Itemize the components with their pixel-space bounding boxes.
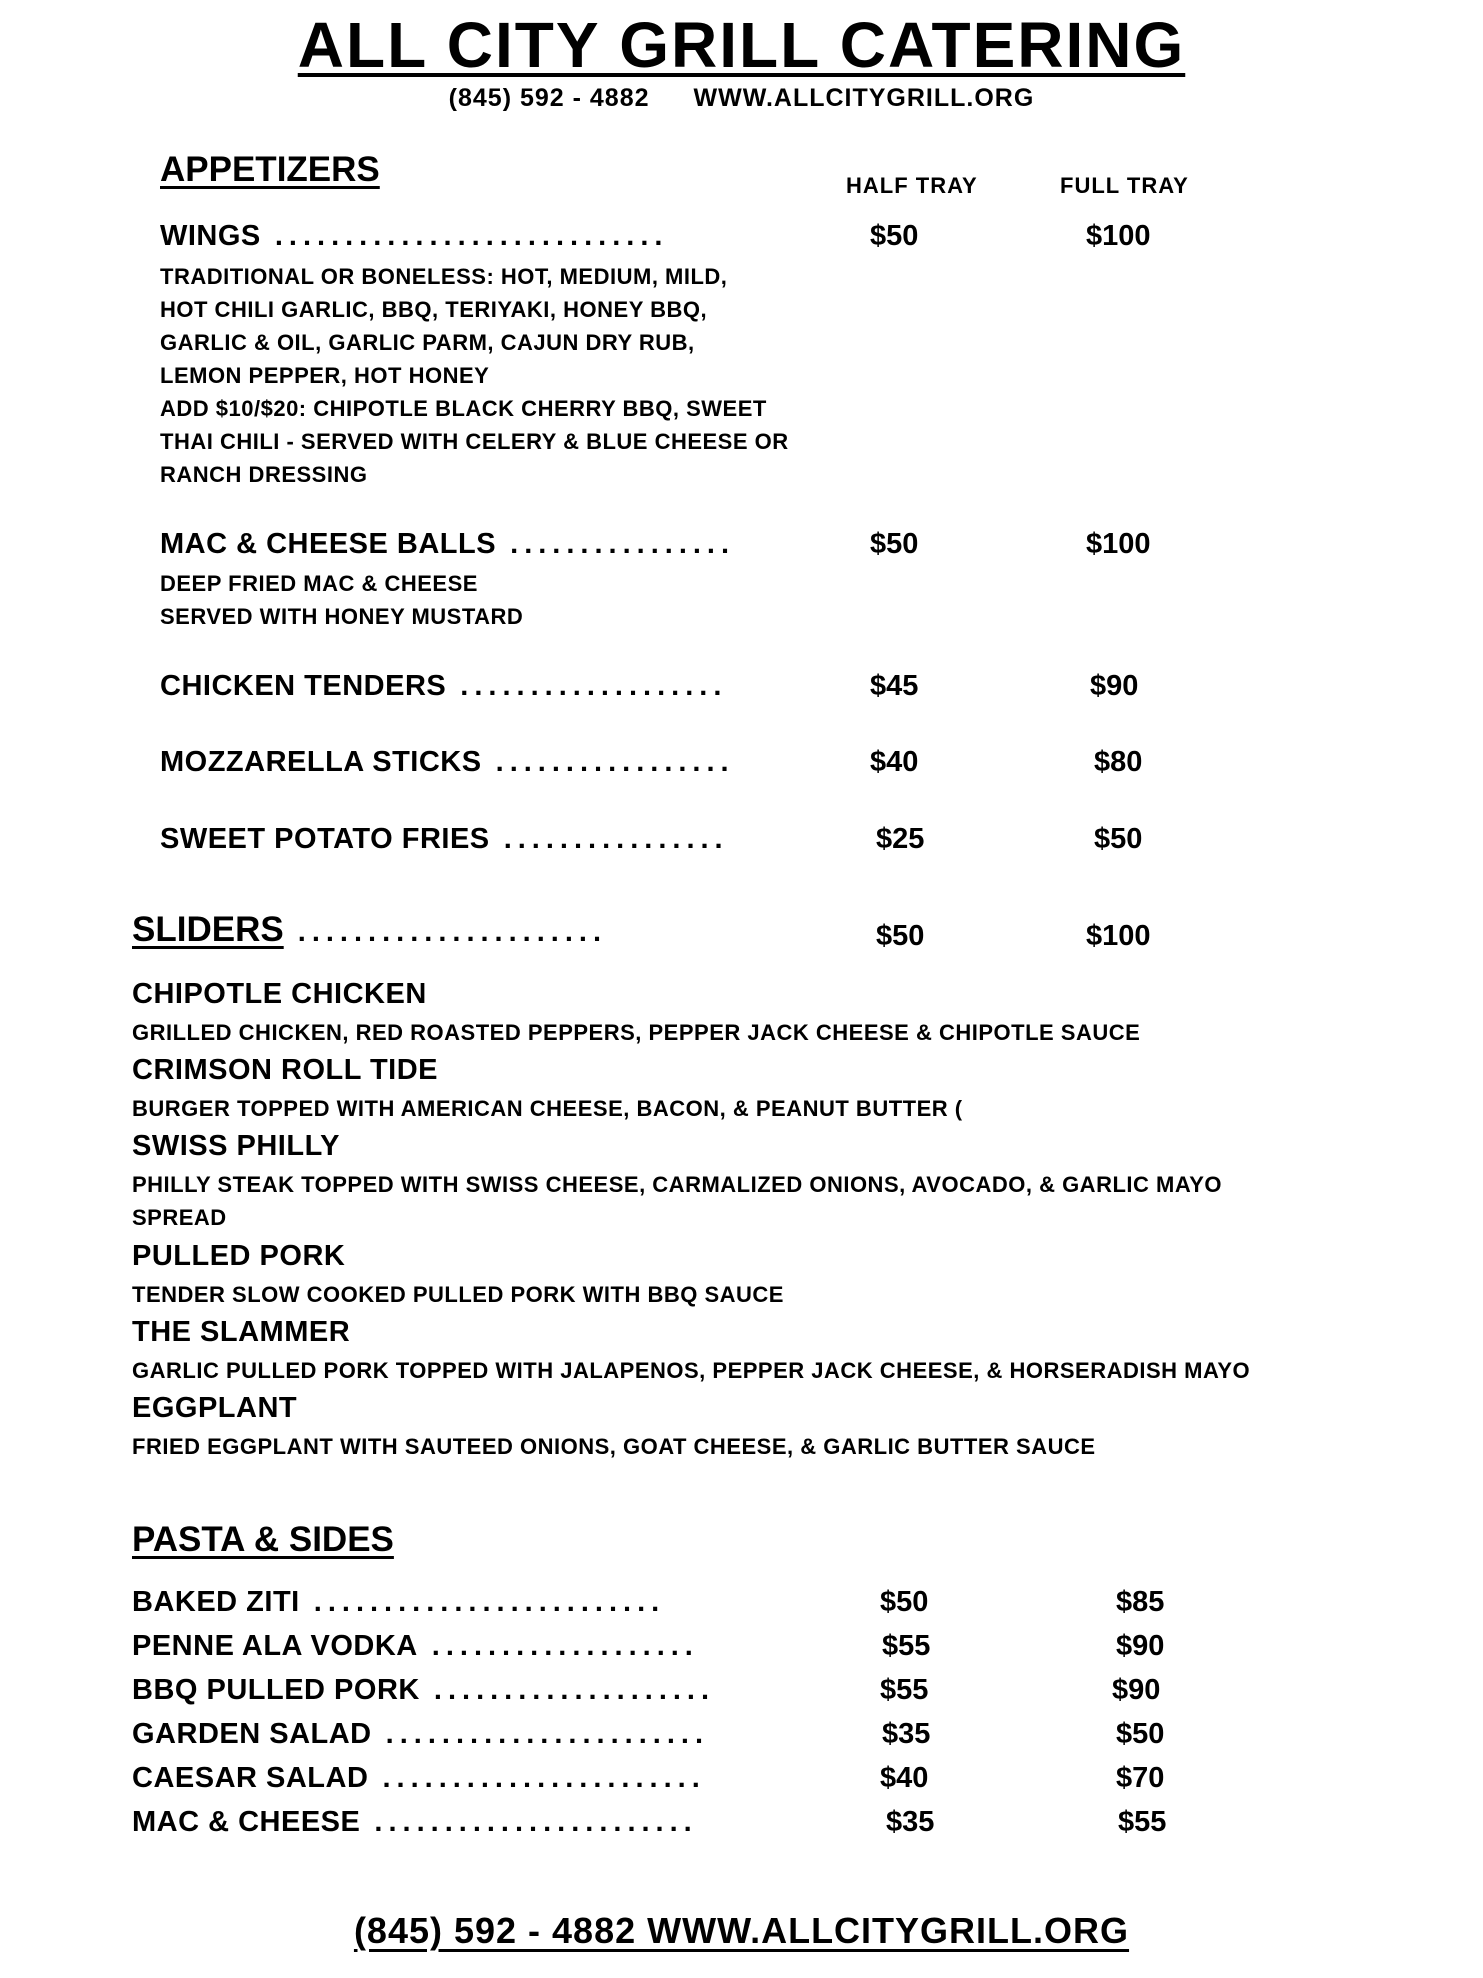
menu-item-chicken-tenders	[160, 670, 727, 703]
menu-item-mozzarella-sticks	[160, 746, 735, 779]
item-name: WINGS	[160, 220, 261, 252]
item-description: TRADITIONAL OR BONELESS: HOT, MEDIUM, MILD, HOT CHILI GARLIC, BBQ, TERIYAKI, HONEY BBQ, GARLIC & OIL, GARLIC PARM, CAJUN DRY RUB, LEMON PEPPER, HOT HONEY ADD $10/$20: CHIPOTLE BLACK CHERRY BBQ, SWEET THAI CHILI - SERVED WITH CELERY & BLUE CHEESE OR RANCH DRESSING	[160, 264, 789, 487]
dot-leader: ................	[496, 528, 736, 560]
dot-leader: ....................	[419, 1674, 716, 1706]
pasta-sides-heading: PASTA & SIDES	[132, 1520, 394, 1559]
slider-name: CRIMSON ROLL TIDE	[132, 1054, 439, 1086]
menu-item-wings	[160, 220, 668, 253]
full-price: $90	[1112, 1674, 1161, 1706]
half-price: $50	[876, 920, 925, 952]
slider-name: THE SLAMMER	[132, 1316, 351, 1348]
full-price: $55	[1118, 1806, 1167, 1838]
dot-leader: ............................	[260, 220, 669, 252]
slider-description: GARLIC PULLED PORK TOPPED WITH JALAPENOS, PEPPER JACK CHEESE, & HORSERADISH MAYO	[132, 1358, 1251, 1383]
item-name: CAESAR SALAD	[132, 1762, 369, 1794]
full-tray-label: FULL TRAY	[1060, 173, 1189, 198]
full-price: $50	[1116, 1718, 1165, 1750]
dot-leader: .......................	[360, 1806, 698, 1838]
page-title: ALL CITY GRILL CATERING	[297, 9, 1186, 81]
dot-leader: .......................	[371, 1718, 709, 1750]
full-price: $80	[1094, 746, 1143, 778]
half-price: $50	[870, 220, 919, 252]
item-name: MAC & CHEESE BALLS	[160, 528, 497, 560]
menu-item-mac-cheese	[132, 1806, 698, 1839]
half-price: $55	[880, 1674, 929, 1706]
half-price: $35	[882, 1718, 931, 1750]
header-contact	[0, 84, 1483, 113]
half-price: $40	[880, 1762, 929, 1794]
half-price: $50	[880, 1586, 929, 1618]
half-price: $45	[870, 670, 919, 702]
dot-leader: ...................	[417, 1630, 699, 1662]
item-name: PENNE ALA VODKA	[132, 1630, 418, 1662]
item-name: CHICKEN TENDERS	[160, 670, 447, 702]
dot-leader: .................	[481, 746, 735, 778]
slider-description: GRILLED CHICKEN, RED ROASTED PEPPERS, PEPPER JACK CHEESE & CHIPOTLE SAUCE	[132, 1020, 1141, 1045]
dot-leader: .........................	[299, 1586, 666, 1618]
half-price: $35	[886, 1806, 935, 1838]
item-name: BAKED ZITI	[132, 1586, 300, 1618]
sliders-heading: SLIDERS	[132, 910, 284, 949]
half-price: $25	[876, 823, 925, 855]
slider-description: BURGER TOPPED WITH AMERICAN CHEESE, BACON, & PEANUT BUTTER (	[132, 1096, 963, 1121]
menu-item-caesar-salad	[132, 1762, 706, 1795]
item-name: GARDEN SALAD	[132, 1718, 372, 1750]
slider-name: EGGPLANT	[132, 1392, 298, 1424]
menu-item-sweet-potato-fries	[160, 823, 729, 856]
full-price: $100	[1086, 220, 1151, 252]
header-website: WWW.ALLCITYGRILL.ORG	[693, 84, 1035, 112]
item-name: MOZZARELLA STICKS	[160, 746, 482, 778]
menu-item-baked-ziti	[132, 1586, 665, 1619]
slider-description: FRIED EGGPLANT WITH SAUTEED ONIONS, GOAT CHEESE, & GARLIC BUTTER SAUCE	[132, 1434, 1096, 1459]
full-price: $90	[1090, 670, 1139, 702]
half-tray-label: HALF TRAY	[846, 173, 978, 198]
menu-item-mac-cheese-balls	[160, 528, 735, 561]
dot-leader: ......................	[283, 916, 608, 948]
full-price: $50	[1094, 823, 1143, 855]
full-price: $90	[1116, 1630, 1165, 1662]
sliders-row	[132, 910, 607, 950]
footer-contact: (845) 592 - 4882 WWW.ALLCITYGRILL.ORG	[353, 1910, 1130, 1951]
full-price: $100	[1086, 920, 1151, 952]
slider-description: PHILLY STEAK TOPPED WITH SWISS CHEESE, CARMALIZED ONIONS, AVOCADO, & GARLIC MAYO SPREAD	[132, 1172, 1222, 1230]
dot-leader: ...................	[446, 670, 728, 702]
half-price: $50	[870, 528, 919, 560]
appetizers-heading: APPETIZERS	[160, 150, 380, 189]
dot-leader: ................	[489, 823, 729, 855]
full-price: $85	[1116, 1586, 1165, 1618]
slider-name: PULLED PORK	[132, 1240, 346, 1272]
half-price: $55	[882, 1630, 931, 1662]
menu-item-bbq-pulled-pork	[132, 1674, 715, 1707]
slider-name: CHIPOTLE CHICKEN	[132, 978, 427, 1010]
dot-leader: .......................	[368, 1762, 706, 1794]
half-price: $40	[870, 746, 919, 778]
menu-item-penne-ala-vodka	[132, 1630, 699, 1663]
slider-description: TENDER SLOW COOKED PULLED PORK WITH BBQ SAUCE	[132, 1282, 784, 1307]
menu-item-garden-salad	[132, 1718, 709, 1751]
item-name: MAC & CHEESE	[132, 1806, 361, 1838]
full-price: $70	[1116, 1762, 1165, 1794]
item-name: SWEET POTATO FRIES	[160, 823, 490, 855]
slider-name: SWISS PHILLY	[132, 1130, 340, 1162]
header-phone: (845) 592 - 4882	[448, 84, 650, 112]
item-description: DEEP FRIED MAC & CHEESE SERVED WITH HONEY MUSTARD	[160, 571, 524, 629]
item-name: BBQ PULLED PORK	[132, 1674, 420, 1706]
full-price: $100	[1086, 528, 1151, 560]
